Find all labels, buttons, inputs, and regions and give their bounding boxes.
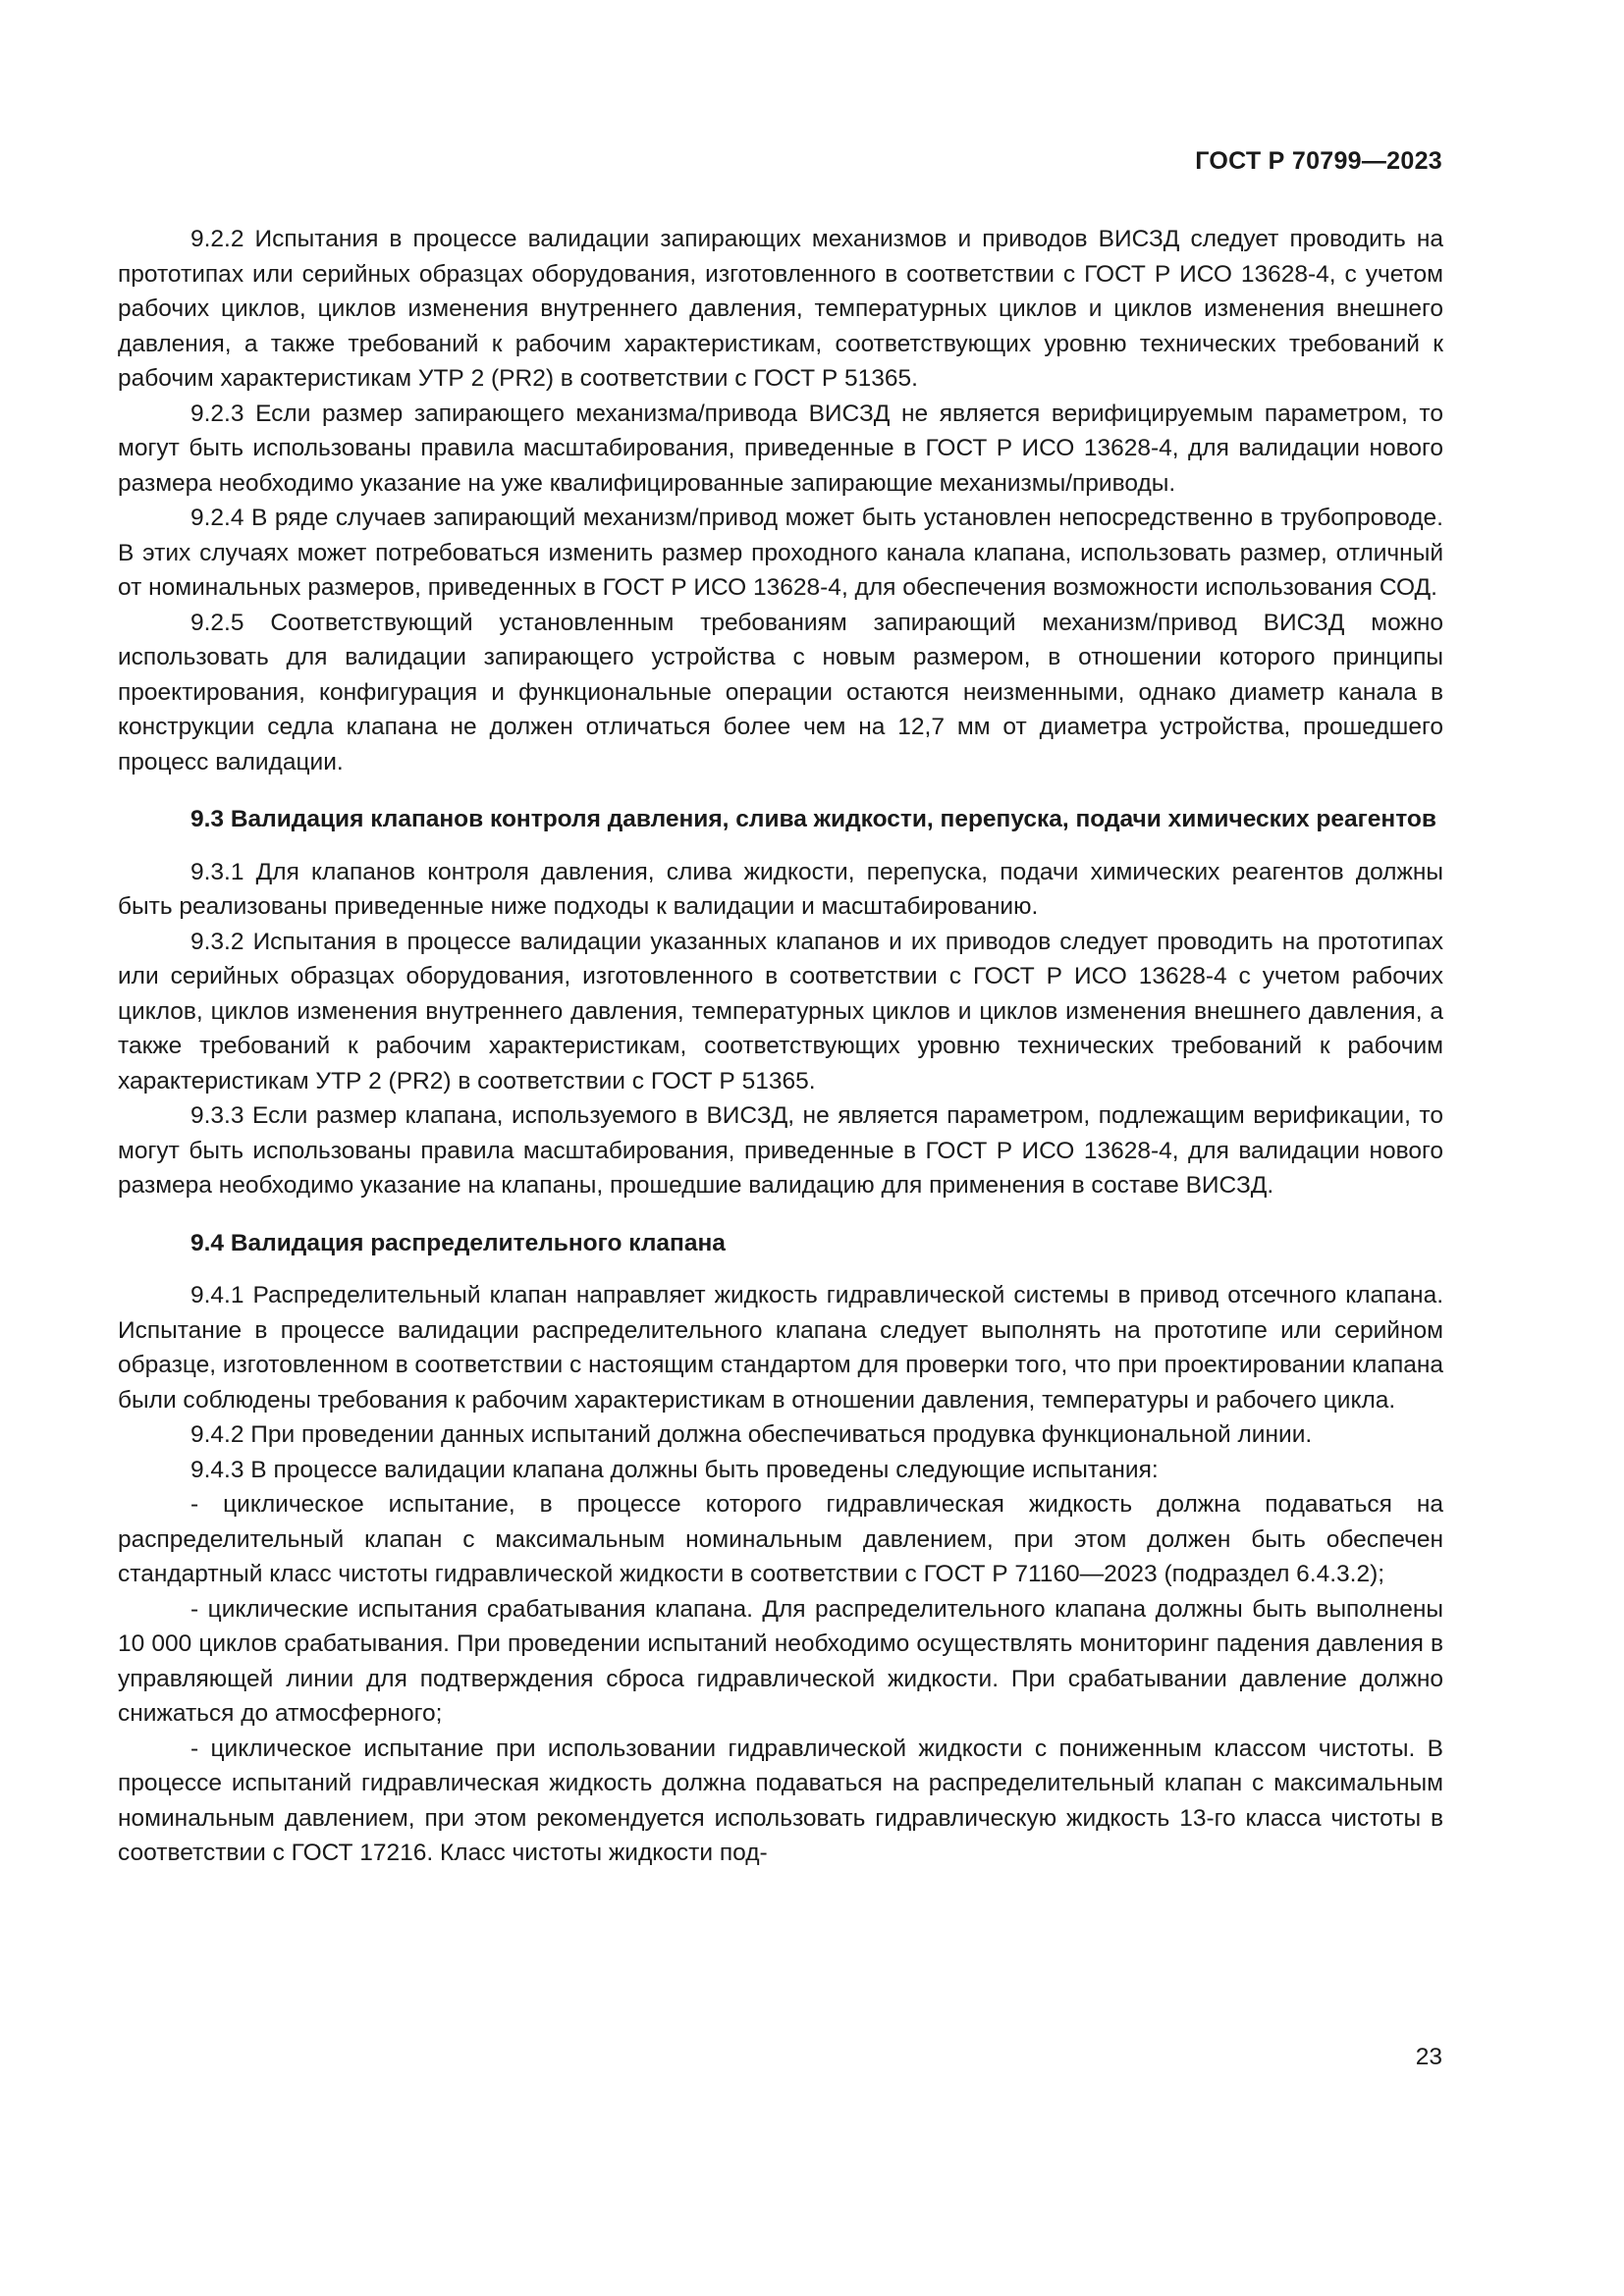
document-body [118,222,1443,1871]
paragraph-9-3-3: 9.3.3 Если размер клапана, используемого в ВИСЗД, не является параметром, подлежащим верификации, то могут быть использованы правила масштабирования, приведенные в ГОСТ Р ИСО 13628-4, для валидации нового размера необходимо указание на клапаны, прошедшие валидацию для применения в составе ВИСЗД. [118,1102,1443,1199]
list-item-cyclic-test: - циклическое испытание, в процессе которого гидравлическая жидкость должна подаваться на распределительный клапан с максимальным номинальным давлением, при этом должен быть обеспечен стандартный класс чистоты гидравлической жидкости в соответствии с ГОСТ Р 71160—2023 (подраздел 6.4.3.2); [118,1491,1443,1587]
list-item-actuation-test: - циклические испытания срабатывания клапана. Для распределительного клапана должны быть выполнены 10 000 циклов срабатывания. При проведении испытаний необходимо осуществлять мониторинг падения давления в управляющей линии для подтверждения сброса гидравлической жидкости. При срабатывании давление должно снижаться до атмосферного; [118,1595,1443,1727]
list-item-reduced-cleanliness-test: - циклическое испытание при использовании гидравлической жидкости с пониженным классом чистоты. В процессе испытаний гидравлическая жидкость должна подаваться на распределительный клапан с максимальным номинальным давлением, при этом рекомендуется использовать гидравлическую жидкость 13-го класса чистоты в соответствии с ГОСТ 17216. Класс чистоты жидкости под- [118,1735,1443,1866]
section-heading-9-3: 9.3 Валидация клапанов контроля давления, слива жидкости, перепуска, подачи химических реагентов [190,806,1436,832]
paragraph-9-4-2: 9.4.2 При проведении данных испытаний должна обеспечиваться продувка функциональной линии. [190,1421,1313,1448]
page-number: 23 [1415,2044,1442,2070]
standard-code-header: ГОСТ Р 70799—2023 [1195,147,1442,175]
paragraph-9-3-1: 9.3.1 Для клапанов контроля давления, слива жидкости, перепуска, подачи химических реагентов должны быть реализованы приведенные ниже подходы к валидации и масштабированию. [118,858,1443,920]
paragraph-9-2-4: 9.2.4 В ряде случаев запирающий механизм/привод может быть установлен непосредственно в трубопроводе. В этих случаях может потребоваться изменить размер проходного канала клапана, использовать размер, отличный от номинальных размеров, приведенных в ГОСТ Р ИСО 13628-4, для обеспечения возможности использования СОД. [118,505,1443,601]
paragraph-9-4-3: 9.4.3 В процессе валидации клапана должны быть проведены следующие испытания: [190,1456,1159,1483]
paragraph-9-3-2: 9.3.2 Испытания в процессе валидации указанных клапанов и их приводов следует проводить на прототипах или серийных образцах оборудования, изготовленного в соответствии с ГОСТ Р ИСО 13628-4 с учетом рабочих циклов, циклов изменения внутреннего давления, температурных циклов и циклов изменения внешнего давления, а также требований к рабочим характеристикам, соответствующих уровню технических требований к рабочим характеристикам УТР 2 (PR2) в соответствии с ГОСТ Р 51365. [118,928,1443,1095]
section-heading-9-4: 9.4 Валидация распределительного клапана [190,1229,726,1256]
paragraph-9-2-2: 9.2.2 Испытания в процессе валидации запирающих механизмов и приводов ВИСЗД следует проводить на прототипах или серийных образцах оборудования, изготовленного в соответствии с ГОСТ Р ИСО 13628-4, с учетом рабочих циклов, циклов изменения внутреннего давления, температурных циклов и циклов изменения внешнего давления, а также требований к рабочим характеристикам, соответствующих уровню технических требований к рабочим характеристикам УТР 2 (PR2) в соответствии с ГОСТ Р 51365. [118,226,1443,392]
paragraph-9-2-5: 9.2.5 Соответствующий установленным требованиям запирающий механизм/привод ВИСЗД можно использовать для валидации запирающего устройства с новым размером, в отношении которого принципы проектирования, конфигурация и функциональные операции остаются неизменными, однако диаметр канала в конструкции седла клапана не должен отличаться более чем на 12,7 мм от диаметра устройства, прошедшего процесс валидации. [118,609,1443,775]
paragraph-9-2-3: 9.2.3 Если размер запирающего механизма/привода ВИСЗД не является верифицируемым параметром, то могут быть использованы правила масштабирования, приведенные в ГОСТ Р ИСО 13628-4, для валидации нового размера необходимо указание на уже квалифицированные запирающие механизмы/приводы. [118,400,1443,497]
paragraph-9-4-1: 9.4.1 Распределительный клапан направляет жидкость гидравлической системы в привод отсечного клапана. Испытание в процессе валидации распределительного клапана следует выполнять на прототипе или серийном образце, изготовленном в соответствии с настоящим стандартом для проверки того, что при проектировании клапана были соблюдены требования к рабочим характеристикам в отношении давления, температуры и рабочего цикла. [118,1282,1443,1414]
